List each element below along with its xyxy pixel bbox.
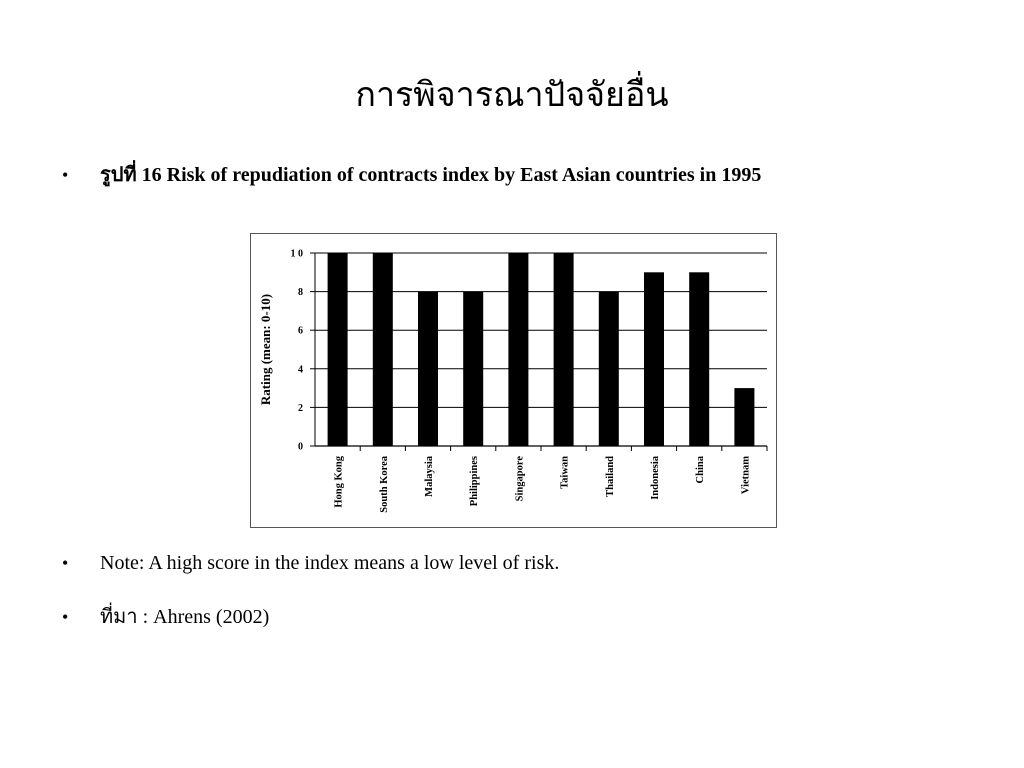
x-category-label: South Korea [378, 456, 390, 513]
x-category-label: Malaysia [424, 456, 435, 497]
y-tick-label: 2 [298, 402, 303, 414]
bullet-marker: • [62, 607, 69, 627]
bar [328, 253, 348, 446]
note-bullet [62, 552, 559, 575]
figure-caption-body: 16 Risk of repudiation of contracts index by East Asian countries in 1995 [141, 164, 762, 186]
x-category-label: Vietnam [740, 456, 752, 495]
bar [734, 388, 754, 446]
x-category-label: China [695, 456, 707, 484]
chart-svg [251, 234, 776, 527]
bullet-marker: • [62, 165, 69, 185]
x-category-label: Thailand [604, 456, 616, 497]
figure-caption [62, 158, 761, 190]
bar [554, 253, 574, 446]
x-category-label: Philippines [469, 456, 481, 507]
source-bullet [62, 600, 269, 632]
y-tick-label: 8 [298, 287, 303, 299]
bar [418, 292, 438, 446]
source-text [100, 600, 269, 632]
bullet-marker: • [62, 553, 69, 573]
bar [644, 272, 664, 446]
bar [373, 253, 393, 446]
y-axis-label: Rating (mean: 0-10) [258, 293, 273, 406]
y-tick-label: 4 [298, 364, 303, 376]
x-category-label: Singapore [514, 456, 526, 502]
source-prefix: ที่มา [100, 606, 138, 628]
source-body: : Ahrens (2002) [142, 606, 270, 628]
x-category-label: Indonesia [650, 456, 661, 500]
x-category-label: Hong Kong [333, 456, 345, 508]
figure-caption-prefix: รูปที่ [100, 164, 137, 186]
y-tick-label: 1 0 [290, 248, 303, 260]
x-category-label: Taiwan [559, 456, 571, 489]
bar [508, 253, 528, 446]
note-text: Note: A high score in the index means a low level of risk. [100, 552, 560, 574]
y-tick-label: 6 [298, 325, 303, 337]
y-tick-label: 0 [298, 441, 303, 453]
bar [689, 272, 709, 446]
bar [599, 292, 619, 446]
risk-index-chart [250, 233, 777, 528]
figure-caption-text [100, 158, 761, 190]
slide-title: การพิจารณาปัจจัยอื่น [355, 77, 669, 114]
bar [463, 292, 483, 446]
